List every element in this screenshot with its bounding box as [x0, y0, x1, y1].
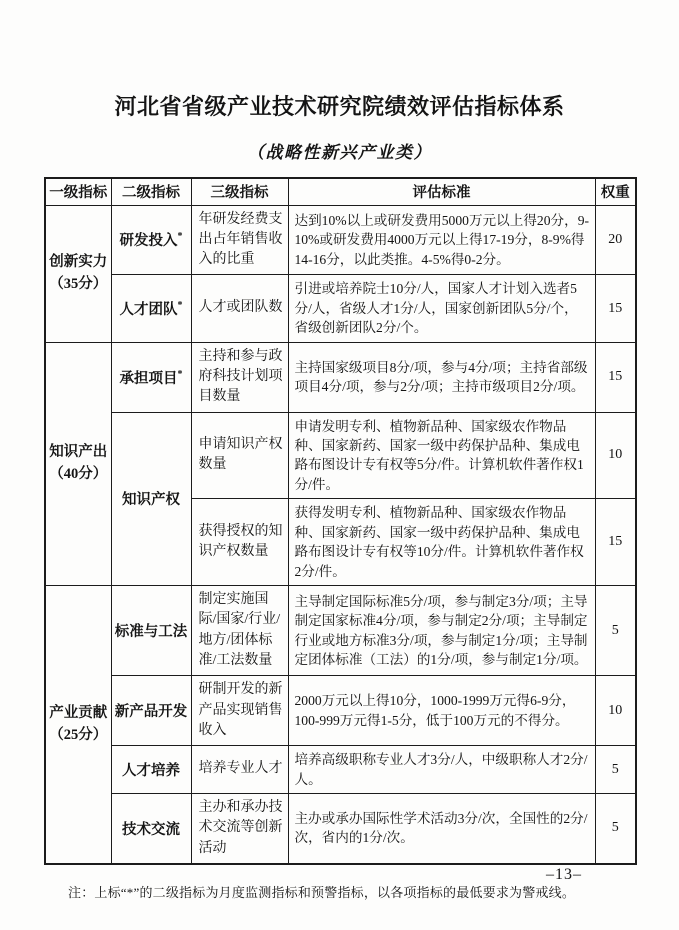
level2-label: 承担项目 [119, 370, 178, 387]
level1-name: 产业贡献 [49, 704, 108, 721]
level3-cell: 主持和参与政府科技计划项目数量 [191, 342, 288, 412]
weight-cell: 15 [595, 342, 636, 412]
level2-label: 人才培养 [122, 763, 180, 780]
level1-name: 知识产出 [49, 444, 108, 461]
page-title: 河北省省级产业技术研究院绩效评估指标体系 [114, 94, 565, 119]
col-header-weight: 权重 [595, 178, 636, 205]
weight-cell: 10 [595, 676, 636, 746]
level2-label: 人才团队 [119, 302, 178, 319]
col-header-criteria: 评估标准 [288, 178, 595, 205]
table-row [45, 275, 636, 342]
superscript-asterisk: * [177, 231, 183, 243]
level1-score: （40分） [49, 465, 108, 482]
table-row [45, 205, 636, 275]
criteria-cell: 引进或培养院士10分/人，国家人才计划入选者5分/人，省级人才1分/人，国家创新团队5分/个，省级创新团队2分/个。 [288, 275, 595, 342]
superscript-asterisk: * [177, 368, 183, 380]
table-row [45, 676, 636, 746]
level2-cell [111, 676, 191, 746]
level2-label: 新产品开发 [114, 704, 188, 721]
table-row [45, 794, 636, 864]
table-row [45, 412, 636, 499]
col-header-level1: 一级指标 [45, 178, 111, 205]
table-header-row [45, 178, 636, 205]
weight-cell: 5 [595, 586, 636, 676]
criteria-cell: 主办或承办国际性学术活动3分/次，全国性的2分/次，省内的1分/次。 [288, 794, 595, 864]
criteria-cell: 申请发明专利、植物新品种、国家级农作物品种、国家新药、国家一级中药保护品种、集成电路布图设计专有权等5分/件。计算机软件著作权1分/件。 [288, 412, 595, 499]
page-number: –13– [546, 866, 582, 883]
weight-cell: 15 [595, 499, 636, 586]
level2-label: 研发投入 [119, 233, 178, 250]
level3-cell: 研制开发的新产品实现销售收入 [191, 676, 288, 746]
level1-name: 创新实力 [49, 253, 108, 270]
weight-cell: 5 [595, 794, 636, 864]
level2-label: 标准与工法 [114, 624, 188, 641]
weight-cell: 20 [595, 205, 636, 275]
level1-cell-knowledge [45, 342, 111, 585]
weight-cell: 10 [595, 412, 636, 499]
level3-cell: 申请知识产权数量 [191, 412, 288, 499]
criteria-cell: 主持国家级项目8分/项，参与4分/项；主持省部级项目4分/项，参与2分/项；主持市级项目2分/项。 [288, 342, 595, 412]
level2-cell [111, 342, 191, 412]
level1-score: （25分） [49, 726, 108, 743]
indicator-table [44, 177, 637, 865]
level3-cell: 获得授权的知识产权数量 [191, 499, 288, 586]
level3-cell: 培养专业人才 [191, 746, 288, 794]
level2-cell [111, 412, 191, 586]
level2-cell [111, 746, 191, 794]
level2-label: 知识产权 [122, 492, 180, 509]
level2-cell [111, 586, 191, 676]
page-subtitle: （战略性新兴产业类） [247, 143, 432, 162]
level3-cell: 主办和承办技术交流等创新活动 [191, 794, 288, 864]
level2-cell [111, 205, 191, 275]
criteria-cell: 达到10%以上或研发费用5000万元以上得20分，9-10%或研发费用4000万元以上得17-19分，8-9%得14-16分，以此类推。4-5%得0-2分。 [288, 205, 595, 275]
table-row [45, 342, 636, 412]
level3-cell: 制定实施国际/国家/行业/地方/团体标准/工法数量 [191, 586, 288, 676]
col-header-level2: 二级指标 [111, 178, 191, 205]
table-row [45, 586, 636, 676]
footnote: 注：上标“*”的二级指标为月度监测指标和预警指标，以各项指标的最低要求为警戒线。 [68, 884, 576, 900]
level1-score: （35分） [49, 275, 108, 292]
table-row [45, 746, 636, 794]
level2-cell [111, 794, 191, 864]
weight-cell: 15 [595, 275, 636, 342]
level2-cell [111, 275, 191, 342]
superscript-asterisk: * [177, 300, 183, 312]
col-header-level3: 三级指标 [191, 178, 288, 205]
weight-cell: 5 [595, 746, 636, 794]
level3-cell: 人才或团队数 [191, 275, 288, 342]
level1-cell-industry [45, 586, 111, 864]
criteria-cell: 获得发明专利、植物新品种、国家级农作物品种、国家新药、国家一级中药保护品种、集成电路布图设计专有权等10分/件。计算机软件著作权2分/件。 [288, 499, 595, 586]
criteria-cell: 主导制定国际标准5分/项，参与制定3分/项；主导制定国家标准4分/项，参与制定2分/项；主导制定行业或地方标准3分/项，参与制定1分/项；主导制定团体标准（工法）的1分/项，参与制定1分/项。 [288, 586, 595, 676]
level1-cell-innovation [45, 205, 111, 342]
level3-cell: 年研发经费支出占年销售收入的比重 [191, 205, 288, 275]
level2-label: 技术交流 [122, 821, 180, 838]
criteria-cell: 培养高级职称专业人才3分/人，中级职称人才2分/人。 [288, 746, 595, 794]
criteria-cell: 2000万元以上得10分，1000-1999万元得6-9分，100-999万元得1-5分，低于100万元的不得分。 [288, 676, 595, 746]
